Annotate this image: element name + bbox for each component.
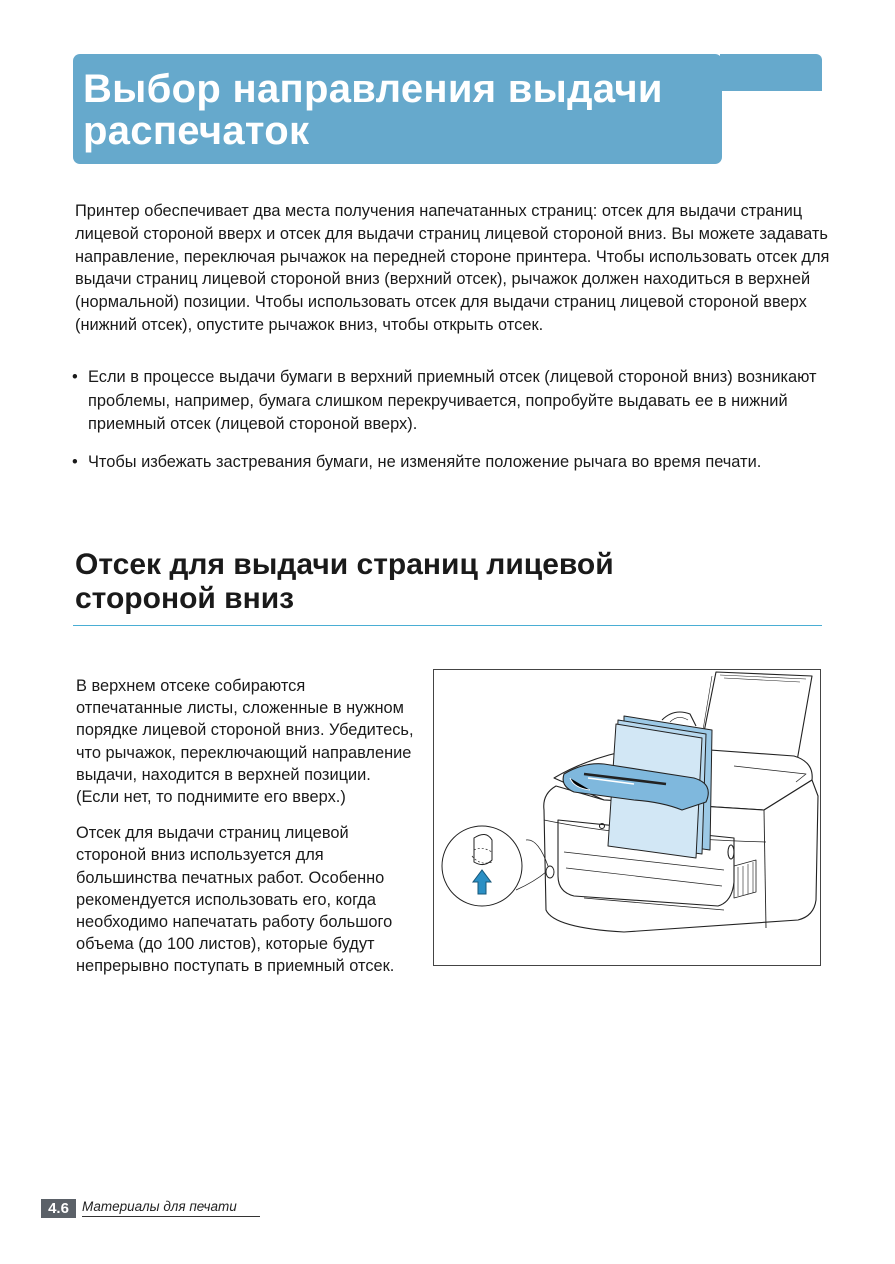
notes-list xyxy=(72,366,832,488)
footer-chapter-title: Материалы для печати xyxy=(82,1198,260,1217)
note-item xyxy=(72,366,832,437)
page-title-line-2: распечаток xyxy=(83,109,310,153)
note-text: Чтобы избежать застревания бумаги, не изменяйте положение рычага во время печати. xyxy=(88,452,762,471)
title-band-strip xyxy=(720,54,822,91)
note-item xyxy=(72,451,832,475)
printer-illustration-icon xyxy=(434,670,820,965)
page-title-line-1: Выбор направления выдачи xyxy=(83,67,663,111)
page-number-badge: 4.6 xyxy=(41,1199,76,1218)
intro-section xyxy=(75,200,835,337)
section-divider xyxy=(73,625,822,626)
intro-paragraph: Принтер обеспечивает два места получения напечатанных страниц: отсек для выдачи страниц лицевой стороной вверх и отсек для выдачи страниц лицевой стороной вниз. Вы можете задавать направление, переключая рычажок на передней стороне принтера. Чтобы использовать отсек для выдачи страниц лицевой стороной вниз (верхний отсек), рычажок должен находиться в верхней (нормальной) позиции. Чтобы использовать отсек для выдачи страниц лицевой стороной вверх (нижний отсек), опустите рычажок вниз, чтобы открыть отсек. xyxy=(75,202,830,334)
bullet-icon: • xyxy=(72,452,78,471)
section-paragraph-2: Отсек для выдачи страниц лицевой стороной вниз используется для большинства печатных работ. Особенно рекомендуется использовать его, когда необходимо напечатать работу большого объема (до 100 листов), которые будут непрерывно поступать в приемный отсек. xyxy=(76,824,395,976)
bullet-icon: • xyxy=(72,368,78,386)
printer-figure xyxy=(433,669,821,966)
section-paragraph-1: В верхнем отсеке собираются отпечатанные листы, сложенные в нужном порядке лицевой стороной вниз. Убедитесь, что рычажок, переключающий направление выдачи, находится в верхней позиции. (Если нет, то поднимите его вверх.) xyxy=(76,677,414,807)
section-heading-line-2: стороной вниз xyxy=(75,582,295,615)
page-title xyxy=(83,68,723,152)
section-heading xyxy=(75,548,775,616)
section-heading-line-1: Отсек для выдачи страниц лицевой xyxy=(75,548,614,581)
section-body xyxy=(76,675,416,992)
note-text: Если в процессе выдачи бумаги в верхний приемный отсек (лицевой стороной вниз) возникают проблемы, например, бумага слишком перекручивается, попробуйте выдавать ее в нижний приемный отсек (лицевой стороной вверх). xyxy=(88,368,817,433)
